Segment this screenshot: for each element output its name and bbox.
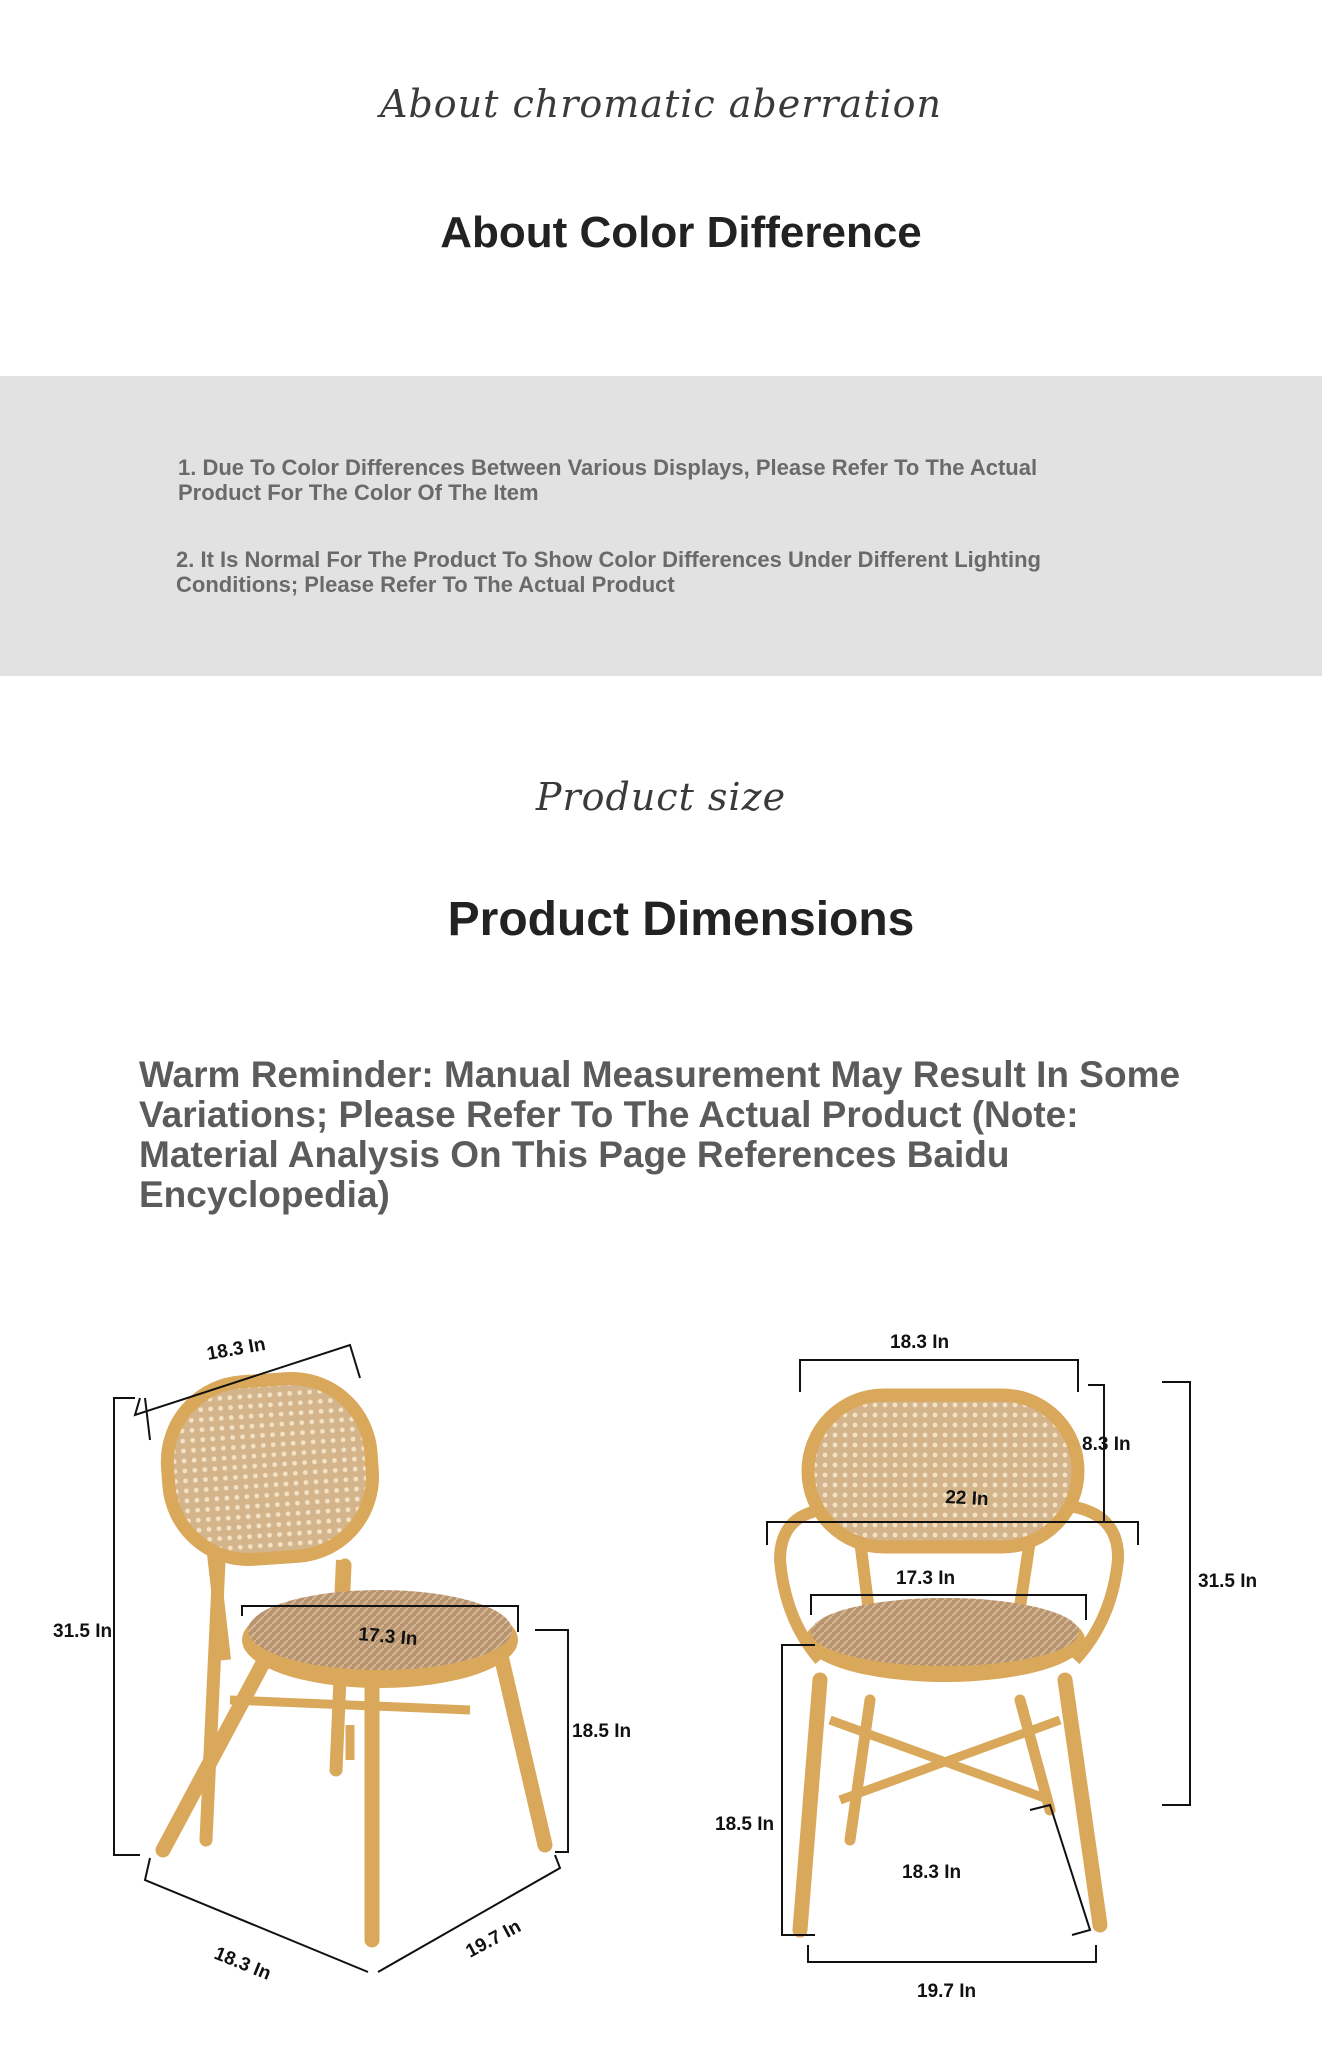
right-bottom-width-label: 18.3 In [902, 1862, 962, 1883]
size-script-heading: Product size [535, 775, 787, 819]
color-note-2-line1: 2. It Is Normal For The Product To Show Color Differences Under Different Lighting [176, 547, 1041, 572]
left-top-width-label: 18.3 In [205, 1333, 268, 1365]
color-script-heading: About chromatic aberration [380, 82, 942, 126]
left-depth-label: 19.7 In [462, 1916, 525, 1963]
size-heading: Product Dimensions [447, 893, 915, 946]
left-seat-height-label: 18.5 In [572, 1721, 632, 1742]
color-note-1-line1: 1. Due To Color Differences Between Various Displays, Please Refer To The Actual [178, 455, 1038, 480]
right-seat-width-label: 17.3 In [896, 1568, 956, 1589]
left-height-label: 31.5 In [53, 1621, 113, 1642]
right-height-label: 31.5 In [1198, 1571, 1258, 1592]
left-front-width-label: 18.3 In [211, 1943, 274, 1985]
right-back-height-label: 8.3 In [1082, 1434, 1131, 1455]
left-seat-width-label: 17.3 In [357, 1624, 419, 1651]
right-top-width-label: 18.3 In [890, 1332, 950, 1353]
left-chair-image [162, 1373, 545, 1940]
warm-reminder-line4: Encyclopedia) [139, 1174, 390, 1215]
warm-reminder-line1: Warm Reminder: Manual Measurement May Result In Some [139, 1054, 1181, 1095]
right-chair-image [780, 1395, 1118, 1930]
warm-reminder-line3: Material Analysis On This Page References Baidu [139, 1134, 1010, 1175]
warm-reminder-line2: Variations; Please Refer To The Actual Product (Note: [139, 1094, 1079, 1135]
color-note-1-line2: Product For The Color Of The Item [178, 480, 539, 505]
right-depth-label: 19.7 In [917, 1981, 977, 2002]
color-heading: About Color Difference [440, 208, 922, 257]
right-seat-height-label: 18.5 In [715, 1814, 775, 1835]
right-arm-width-label: 22 In [944, 1487, 990, 1511]
color-note-2-line2: Conditions; Please Refer To The Actual Product [176, 572, 675, 597]
